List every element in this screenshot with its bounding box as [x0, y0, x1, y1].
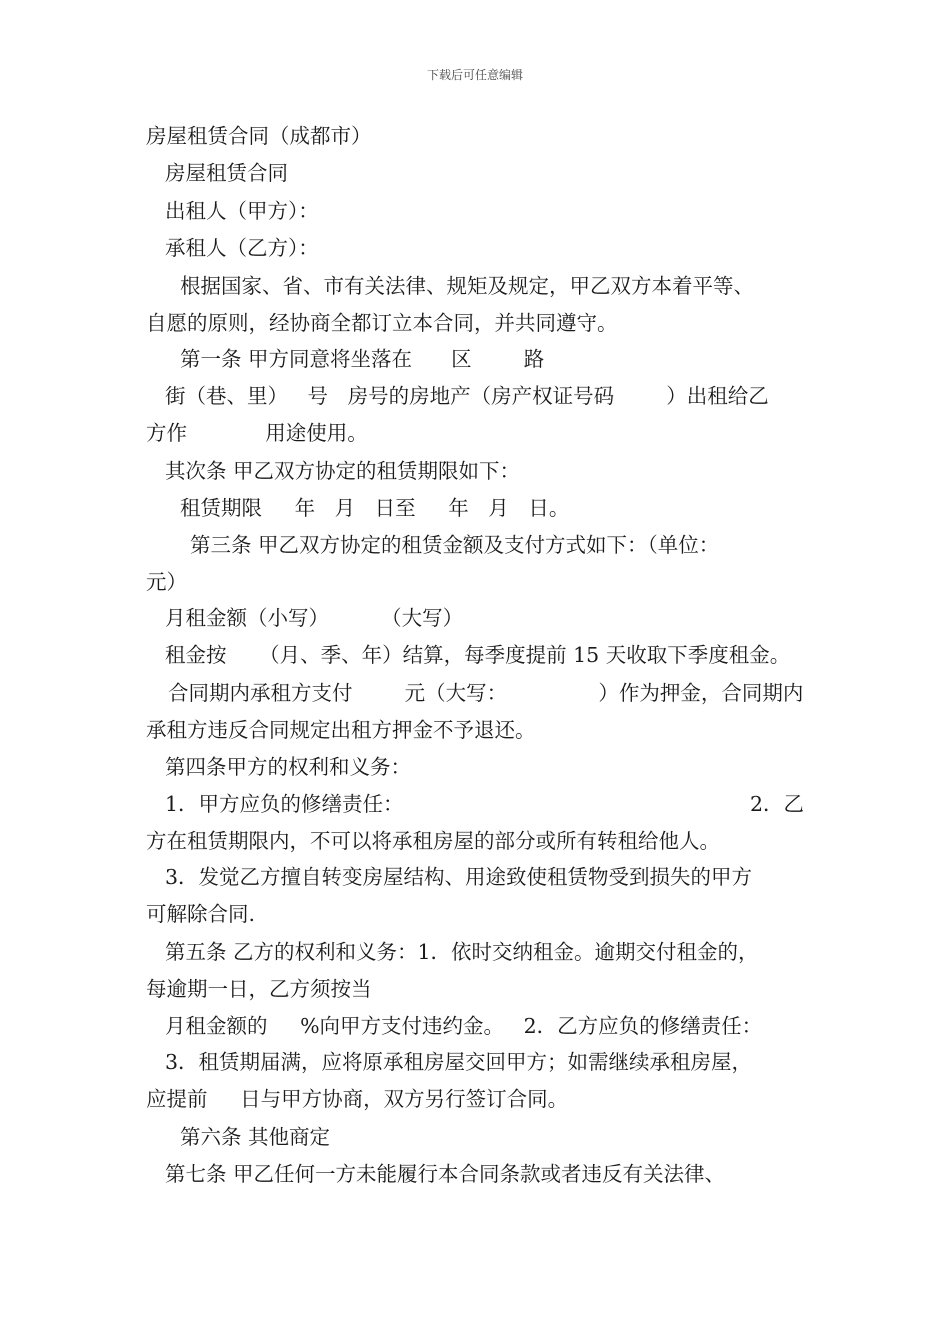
article-3-line-1: 第三条 甲乙双方协定的租赁金额及支付方式如下：（单位： [190, 533, 720, 557]
article-5-line-1: 第五条 乙方的权利和义务：1．依时交纳租金。逾期交付租金的， [165, 940, 759, 964]
lessee-line: 承租人（乙方）： [165, 236, 319, 260]
article-1-line-1: 第一条 甲方同意将坐落在 区 路 [180, 347, 545, 371]
article-5-line-3: 月租金额的 %向甲方支付违约金。 2．乙方应负的修缮责任： [165, 1014, 763, 1038]
deposit-line-1: 合同期内承租方支付 元（大写： ）作为押金，合同期内 [168, 681, 804, 705]
lessor-line: 出租人（甲方）： [165, 199, 319, 223]
article-4-item-3-cont: 可解除合同. [146, 902, 256, 926]
deposit-line-2: 承租方违反合同规定出租方押金不予退还。 [146, 718, 536, 742]
article-7-line-1: 第七条 甲乙任何一方未能履行本合同条款或者违反有关法律、 [165, 1162, 726, 1186]
page-header: 下载后可任意编辑 [426, 68, 523, 82]
article-2-title: 其次条 甲乙双方协定的租赁期限如下： [165, 459, 521, 483]
article-5-line-5: 应提前 日与甲方协商，双方另行签订合同。 [146, 1087, 569, 1111]
article-1-line-2: 街（巷、里） 号 房号的房地产（房产权证号码 ）出租给乙 [165, 384, 769, 408]
article-4-title: 第四条甲方的权利和义务： [165, 755, 411, 779]
article-4-item-1: 1．甲方应负的修缮责任： [165, 792, 404, 816]
preamble-line-2: 自愿的原则，经协商全都订立本合同，并共同遵守。 [146, 311, 618, 335]
lease-term-line: 租赁期限 年 月 日至 年 月 日。 [180, 496, 570, 520]
article-4-item-2-cont: 方在租赁期限内，不可以将承租房屋的部分或所有转租给他人。 [146, 829, 720, 853]
article-6-title: 第六条 其他商定 [180, 1125, 331, 1149]
preamble-line-1: 根据国家、省、市有关法律、规矩及规定，甲乙双方本着平等、 [180, 274, 754, 298]
article-4-item-3: 3．发觉乙方擅自转变房屋结构、用途致使租赁物受到损失的甲方 [165, 865, 753, 889]
article-5-line-4: 3．租赁期届满，应将原承租房屋交回甲方；如需继续承租房屋， [165, 1050, 753, 1074]
rent-settlement-line: 租金按 （月、季、年）结算，每季度提前 15 天收取下季度租金。 [165, 643, 791, 667]
monthly-rent-line: 月租金额（小写） （大写） [165, 606, 464, 630]
article-3-line-2: 元） [146, 570, 187, 594]
article-1-line-3: 方作 用途使用。 [146, 421, 368, 445]
document-title: 房屋租赁合同（成都市） [146, 124, 372, 148]
article-5-line-2: 每逾期一日，乙方须按当 [146, 977, 372, 1001]
article-4-item-2-start: 2．乙 [750, 792, 805, 816]
contract-subtitle: 房屋租赁合同 [165, 161, 288, 185]
